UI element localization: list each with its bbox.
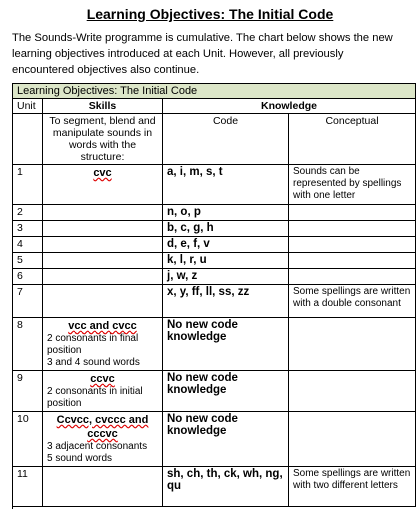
unit-cell: 11 <box>13 467 43 507</box>
skills-cell <box>43 253 163 269</box>
header-skills: Skills <box>43 99 163 114</box>
unit-cell: 4 <box>13 237 43 253</box>
table-row <box>13 285 416 318</box>
skill-structure: vcc and cvcc <box>68 320 137 332</box>
header-knowledge: Knowledge <box>163 99 416 114</box>
skills-cell <box>43 285 163 318</box>
code-cell: k, l, r, u <box>163 253 289 269</box>
skill-structure: cvc <box>93 167 112 179</box>
skills-cell <box>43 221 163 237</box>
code-cell: No new code knowledge <box>163 412 289 467</box>
learning-objectives-table <box>12 83 416 507</box>
conceptual-cell: Some spellings are written with two different letters <box>289 467 416 507</box>
unit-cell: 5 <box>13 253 43 269</box>
table-header-row <box>13 99 416 114</box>
unit-cell: 1 <box>13 165 43 205</box>
conceptual-cell <box>289 412 416 467</box>
intro-line: The Sounds-Write programme is cumulative. The chart below shows the new <box>12 32 393 44</box>
skills-cell <box>43 269 163 285</box>
skills-cell <box>43 371 163 412</box>
skills-cell <box>43 237 163 253</box>
table-row <box>13 237 416 253</box>
unit-cell: 2 <box>13 205 43 221</box>
unit-cell: 10 <box>13 412 43 467</box>
conceptual-cell <box>289 221 416 237</box>
intro-paragraph <box>12 30 412 78</box>
skill-note: 2 consonants in initial position <box>47 386 143 409</box>
code-cell: b, c, g, h <box>163 221 289 237</box>
unit-cell: 7 <box>13 285 43 318</box>
table-row <box>13 318 416 371</box>
table-banner: Learning Objectives: The Initial Code <box>13 84 416 99</box>
document-title: Learning Objectives: The Initial Code <box>86 6 334 22</box>
code-cell: j, w, z <box>163 269 289 285</box>
conceptual-cell <box>289 205 416 221</box>
code-cell: d, e, f, v <box>163 237 289 253</box>
skills-cell <box>43 467 163 507</box>
skills-cell <box>43 205 163 221</box>
unit-cell: 8 <box>13 318 43 371</box>
table-subheader-row <box>13 114 416 165</box>
unit-cell: 3 <box>13 221 43 237</box>
page-edge-line <box>12 495 13 509</box>
table-row <box>13 269 416 285</box>
subheader-blank <box>13 114 43 165</box>
unit-cell: 6 <box>13 269 43 285</box>
conceptual-cell <box>289 253 416 269</box>
skills-cell <box>43 412 163 467</box>
code-cell: n, o, p <box>163 205 289 221</box>
skill-structure: ccvc <box>90 373 115 385</box>
table-row <box>13 412 416 467</box>
conceptual-cell <box>289 318 416 371</box>
table-row <box>13 253 416 269</box>
intro-line: learning objectives introduced at each Unit. However, all previously <box>12 48 344 60</box>
conceptual-cell <box>289 269 416 285</box>
code-cell: No new code knowledge <box>163 318 289 371</box>
code-cell: x, y, ff, ll, ss, zz <box>163 285 289 318</box>
code-cell: sh, ch, th, ck, wh, ng, qu <box>163 467 289 507</box>
header-unit: Unit <box>13 99 43 114</box>
skill-note: 5 sound words <box>47 453 113 464</box>
skill-note: 3 and 4 sound words <box>47 357 140 368</box>
table-row <box>13 205 416 221</box>
conceptual-cell: Some spellings are written with a double consonant <box>289 285 416 318</box>
table-row <box>13 467 416 507</box>
skills-cell <box>43 318 163 371</box>
skill-note: 2 consonants in final position <box>47 333 139 356</box>
skill-note: 3 adjacent consonants <box>47 441 148 452</box>
conceptual-cell <box>289 371 416 412</box>
subheader-skills-desc: To segment, blend and manipulate sounds in words with the structure: <box>43 114 163 165</box>
subheader-conceptual: Conceptual <box>289 114 416 165</box>
conceptual-cell <box>289 237 416 253</box>
table-row <box>13 371 416 412</box>
code-cell: No new code knowledge <box>163 371 289 412</box>
table-banner-row <box>13 84 416 99</box>
skills-cell <box>43 165 163 205</box>
conceptual-cell: Sounds can be represented by spellings with one letter <box>289 165 416 205</box>
unit-cell: 9 <box>13 371 43 412</box>
subheader-code: Code <box>163 114 289 165</box>
table-row <box>13 221 416 237</box>
code-cell: a, i, m, s, t <box>163 165 289 205</box>
intro-line: encountered objectives also continue. <box>12 64 200 76</box>
table-row <box>13 165 416 205</box>
skill-structure: Ccvcc, cvccc and cccvc <box>56 414 149 440</box>
